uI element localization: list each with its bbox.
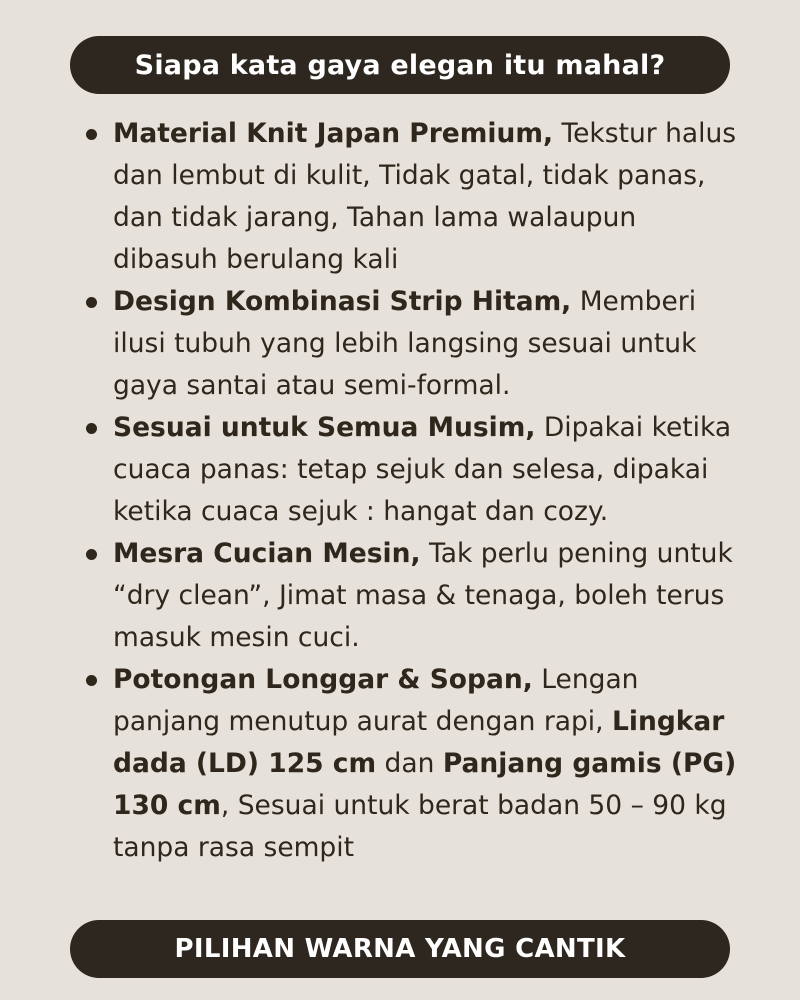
feature-title: Material Knit Japan Premium, — [113, 118, 554, 149]
feature-item-design — [78, 281, 748, 407]
color-options-label: PILIHAN WARNA YANG CANTIK — [174, 934, 626, 964]
length-measurement: Panjang gamis (PG) 130 cm — [113, 748, 737, 821]
feature-list — [78, 113, 748, 869]
bullet-icon — [86, 549, 97, 560]
feature-item-fit — [78, 659, 748, 869]
color-options-banner — [70, 920, 730, 978]
feature-description: Tekstur halus dan lembut di kulit, Tidak gatal, tidak panas, dan tidak jarang, Tahan lama walaupun dibasuh berulang kali — [113, 118, 737, 275]
feature-description: Lengan panjang menutup aurat dengan rapi, — [113, 664, 639, 737]
feature-description: Dipakai ketika cuaca panas: tetap sejuk dan selesa, dipakai ketika cuaca sejuk : hangat dan cozy. — [113, 412, 732, 527]
weight-range-text: , Sesuai untuk berat badan 50 – 90 kg tanpa rasa sempit — [113, 790, 727, 863]
feature-title: Sesuai untuk Semua Musim, — [113, 412, 536, 443]
bullet-icon — [86, 297, 97, 308]
feature-title: Design Kombinasi Strip Hitam, — [113, 286, 572, 317]
bullet-icon — [86, 423, 97, 434]
feature-item-material — [78, 113, 748, 281]
bullet-icon — [86, 675, 97, 686]
feature-description: Memberi ilusi tubuh yang lebih langsing sesuai untuk gaya santai atau semi-formal. — [113, 286, 697, 401]
headline-text: Siapa kata gaya elegan itu mahal? — [134, 49, 666, 81]
bullet-icon — [86, 129, 97, 140]
feature-item-season — [78, 407, 748, 533]
feature-title: Potongan Longgar & Sopan, — [113, 664, 533, 695]
conjunction-text: dan — [376, 748, 443, 779]
bust-measurement: Lingkar dada (LD) 125 cm — [113, 706, 725, 779]
feature-title: Mesra Cucian Mesin, — [113, 538, 421, 569]
headline-banner — [70, 36, 730, 94]
feature-description: Tak perlu pening untuk “dry clean”, Jimat masa & tenaga, boleh terus masuk mesin cuci. — [113, 538, 733, 653]
feature-item-washing — [78, 533, 748, 659]
